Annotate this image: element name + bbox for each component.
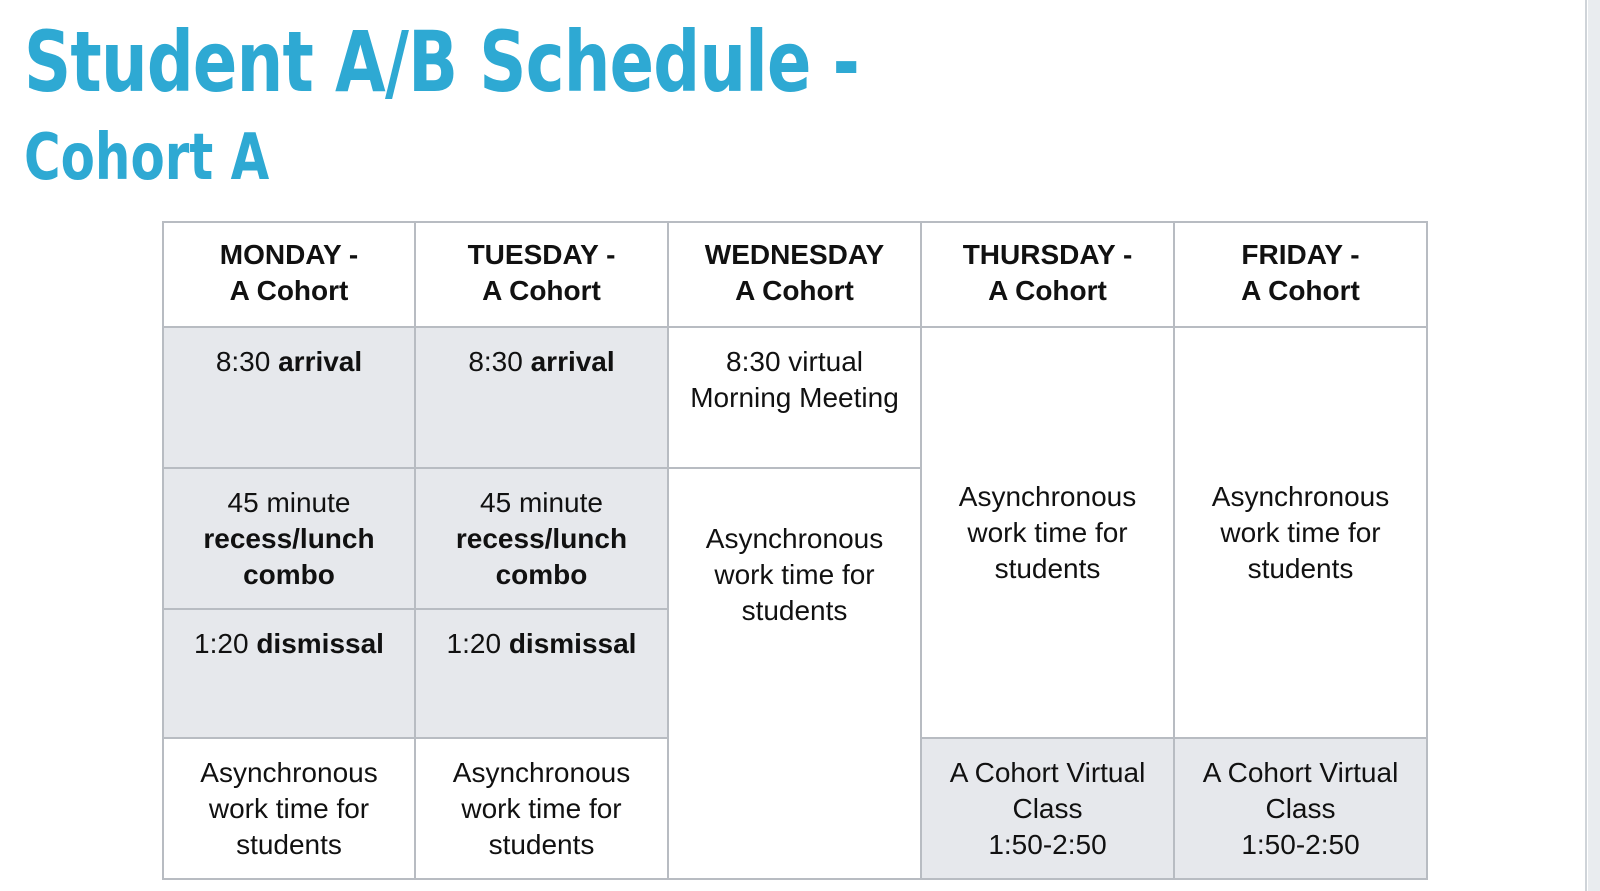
async-text: Asynchronous work time for students [705,523,884,626]
recess-label: recess/lunch combo [455,523,628,590]
dismissal-label: dismissal [256,628,384,659]
header-cohort: A Cohort [988,275,1107,306]
virtual-class-time: 1:50-2:50 [988,829,1107,860]
thursday-async-cell [921,327,1174,738]
tuesday-recess-cell [415,468,668,609]
header-friday [1174,222,1427,327]
friday-async-cell [1174,327,1427,738]
arrival-time: 8:30 [468,346,523,377]
header-cohort: A Cohort [482,275,601,306]
slide-title: Student A/B Schedule - [24,13,860,111]
header-day: WEDNESDAY [704,239,885,270]
window-edge [1588,0,1600,891]
dismissal-time: 1:20 [446,628,502,659]
schedule-row [163,327,1427,468]
header-monday [163,222,415,327]
header-cohort: A Cohort [735,275,854,306]
window-edge-line [1585,0,1587,891]
virtual-class-time: 1:50-2:50 [1241,829,1360,860]
thursday-virtual-class-cell [921,738,1174,879]
virtual-class-text: A Cohort Virtual Class [949,757,1146,824]
header-day: TUESDAY - [467,239,616,270]
virtual-class-text: A Cohort Virtual Class [1202,757,1399,824]
header-wednesday [668,222,921,327]
header-cohort: A Cohort [1241,275,1360,306]
wednesday-meeting-cell [668,327,921,468]
recess-prefix: 45 minute [480,487,603,518]
header-cohort: A Cohort [229,275,349,306]
monday-async-cell [163,738,415,879]
tuesday-arrival-cell [415,327,668,468]
recess-label: recess/lunch combo [203,523,375,590]
meeting-text: 8:30 virtual Morning Meeting [690,346,899,413]
header-tuesday [415,222,668,327]
arrival-label: arrival [530,346,615,377]
tuesday-dismissal-cell [415,609,668,738]
friday-virtual-class-cell [1174,738,1427,879]
slide-subtitle: Cohort A [24,121,270,195]
async-text: Asynchronous work time for students [200,757,378,860]
header-day: FRIDAY - [1241,239,1360,270]
recess-prefix: 45 minute [227,487,351,518]
header-thursday [921,222,1174,327]
header-row [163,222,1427,327]
dismissal-label: dismissal [508,628,637,659]
arrival-time: 8:30 [215,346,271,377]
dismissal-time: 1:20 [194,628,249,659]
async-text: Asynchronous work time for students [1211,480,1390,584]
schedule-table [162,221,1428,880]
monday-dismissal-cell [163,609,415,738]
arrival-label: arrival [278,346,363,377]
async-text: Asynchronous work time for students [958,480,1137,584]
monday-arrival-cell [163,327,415,468]
tuesday-async-cell [415,738,668,879]
async-text: Asynchronous work time for students [452,757,631,860]
header-day: MONDAY - [219,239,359,270]
monday-recess-cell [163,468,415,609]
wednesday-async-cell [668,468,921,879]
header-day: THURSDAY - [962,239,1133,270]
